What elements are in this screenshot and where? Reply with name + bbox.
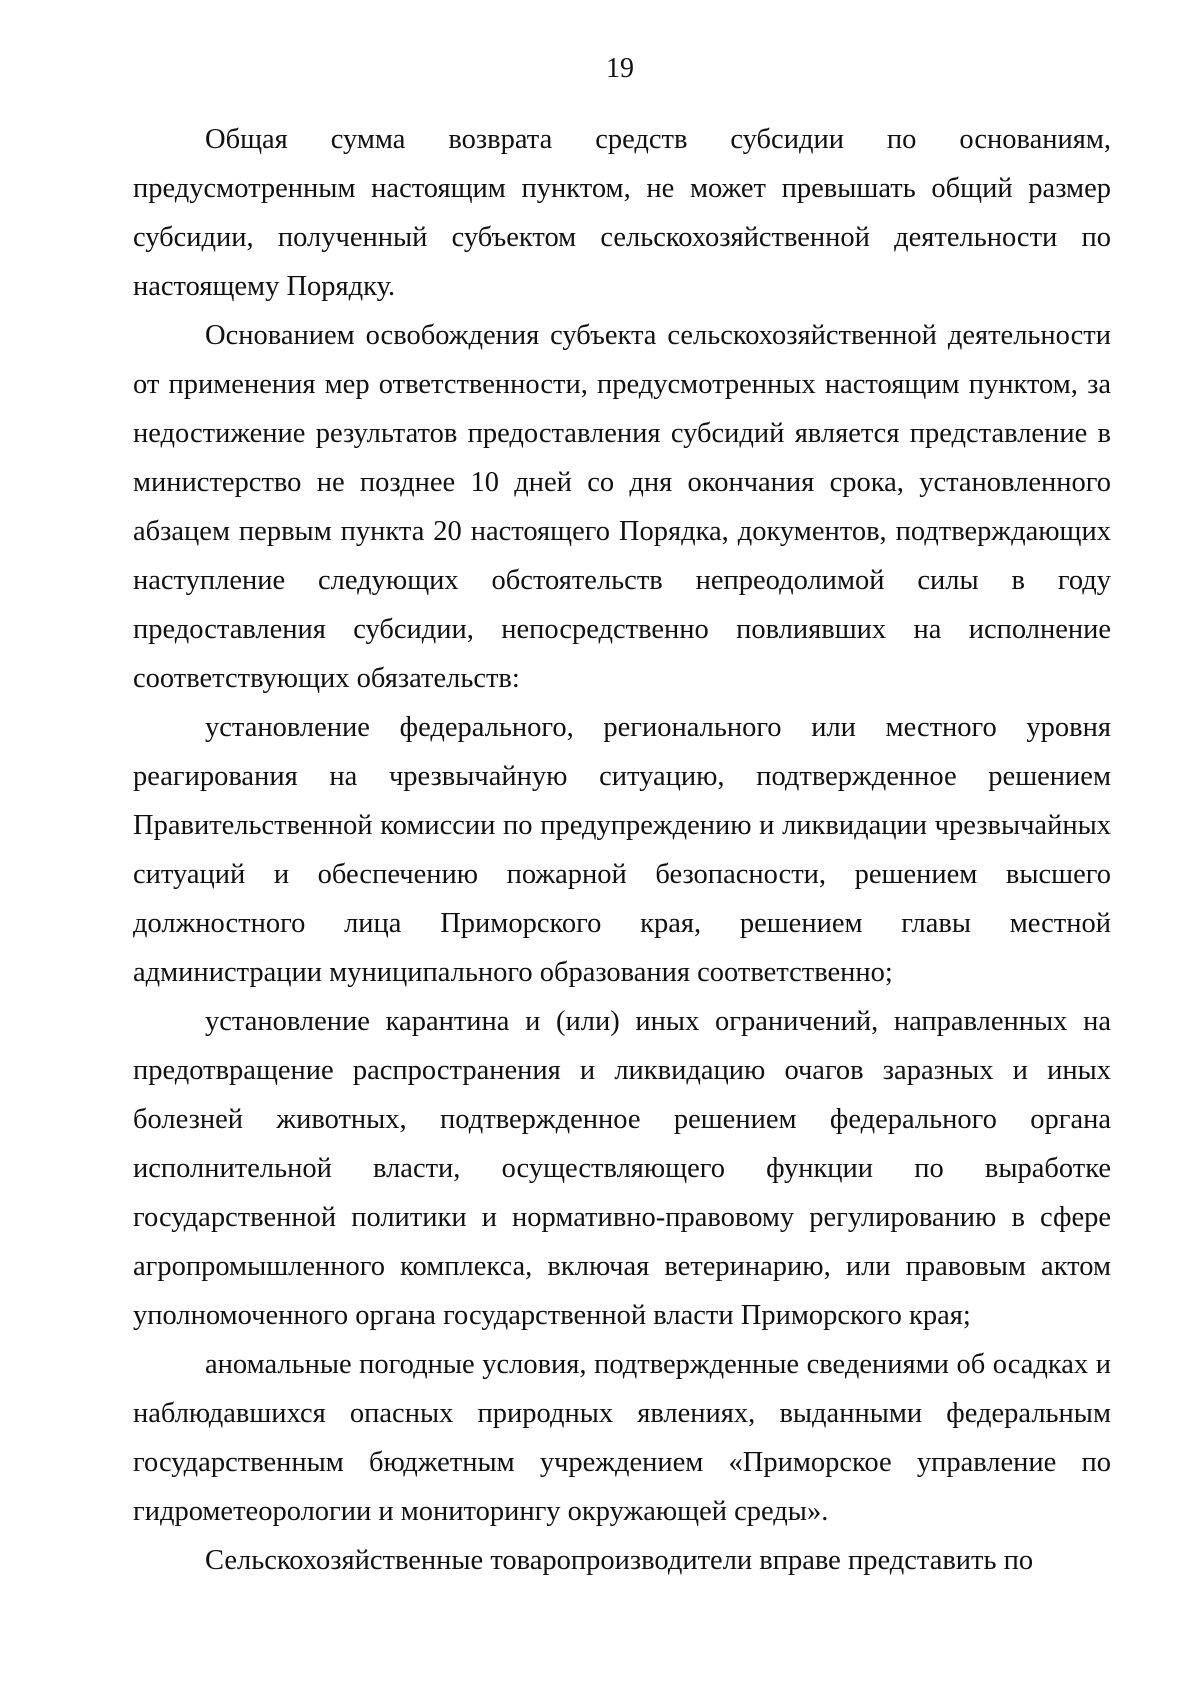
paragraph-emergency-response: установление федерального, регионального или местного уровня реагирования на чрезвычайную ситуацию, подтвержденное решением Правительственной комиссии по предупреждению и ликвидации чрезвычайных ситуаций и обеспечению пожарной безопасности, решением высшего должностного лица Приморского края, решением главы местной администрации муниципального образования соответственно; [133,712,1111,988]
page-number: 19 [606,53,634,84]
document-body [133,115,1111,1585]
paragraph-quarantine: установление карантина и (или) иных ограничений, направленных на предотвращение распространения и ликвидацию очагов заразных и иных болезней животных, подтвержденное решением федерального органа исполнительной власти, осуществляющего функции по выработке государственной политики и нормативно-правовому регулированию в сфере агропромышленного комплекса, включая ветеринарию, или правовым актом уполномоченного органа государственной власти Приморского края; [133,1006,1111,1331]
paragraph-release-grounds: Основанием освобождения субъекта сельскохозяйственной деятельности от применения мер ответственности, предусмотренных настоящим пунктом, за недостижение результатов предоставления субсидий является представление в министерство не позднее 10 дней со дня окончания срока, установленного абзацем первым пункта 20 настоящего Порядка, документов, подтверждающих наступление следующих обстоятельств непреодолимой силы в году предоставления субсидии, непосредственно повлиявших на исполнение соответствующих обязательств: [133,320,1111,694]
paragraph-producers: Сельскохозяйственные товаропроизводители вправе представить по [205,1545,1034,1576]
paragraph-weather-conditions: аномальные погодные условия, подтвержденные сведениями об осадках и наблюдавшихся опасных природных явлениях, выданными федеральным государственным бюджетным учреждением «Приморское управление по гидрометеорологии и мониторингу окружающей среды». [133,1349,1111,1527]
paragraph-refund-limit: Общая сумма возврата средств субсидии по основаниям, предусмотренным настоящим пунктом, не может превышать общий размер субсидии, полученный субъектом сельскохозяйственной деятельности по настоящему Порядку. [133,124,1111,302]
